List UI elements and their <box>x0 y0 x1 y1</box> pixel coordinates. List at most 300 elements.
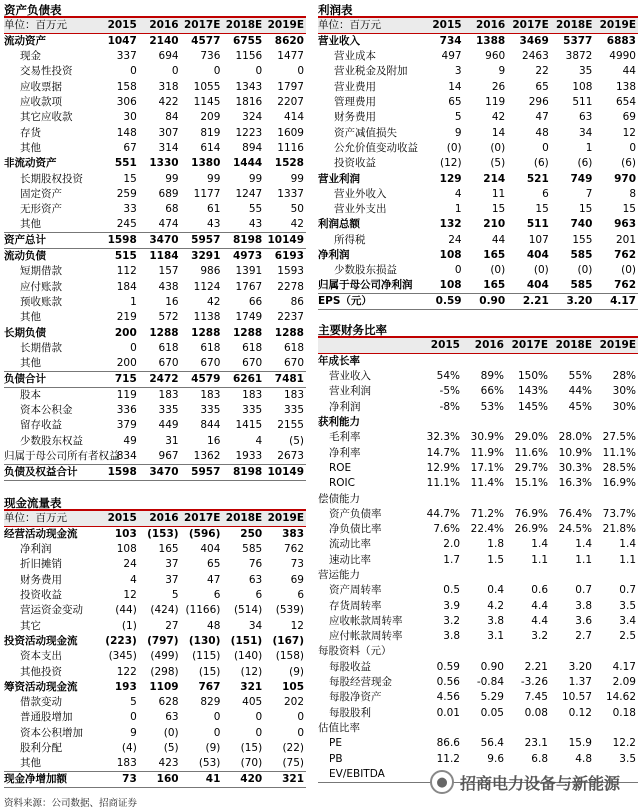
cell-value: 0 <box>629 141 636 154</box>
cell-value: 2673 <box>277 449 304 462</box>
cell-value: (44) <box>115 604 137 617</box>
cell-value: 44% <box>568 385 592 398</box>
cell-value: 55% <box>568 370 592 383</box>
cell-value: (596) <box>188 528 221 540</box>
table-row <box>318 278 638 294</box>
cell-value <box>418 415 462 430</box>
row-label: 营业外收入 <box>334 187 387 200</box>
cell-value: 4.17 <box>612 660 636 673</box>
cell-value: 1391 <box>235 265 263 278</box>
cash-flow-title: 现金流量表 <box>4 495 306 511</box>
cell-value: 12 <box>622 126 636 139</box>
cell-value <box>550 415 594 430</box>
row-label: 应收票据 <box>20 80 62 93</box>
financial-ratios-panel <box>318 322 638 783</box>
cell-value: (0) <box>621 264 636 277</box>
row-label: 营业外支出 <box>334 203 387 216</box>
cell-value: 14 <box>491 126 506 139</box>
row-label: 资产减值损失 <box>334 126 397 139</box>
table-row <box>318 400 638 415</box>
table-row <box>4 372 306 388</box>
row-label: 偿债能力 <box>318 492 360 505</box>
row-label: 营业税金及附加 <box>334 65 408 78</box>
row-label: 固定资产 <box>20 187 62 200</box>
cell-value: 0 <box>213 726 221 739</box>
cell-value: 3.5 <box>619 599 636 612</box>
cell-value: 1444 <box>232 157 263 170</box>
cell-value: 4.8 <box>575 752 592 765</box>
row-label: PE <box>329 737 342 750</box>
cell-value: 1.1 <box>575 553 592 566</box>
year-header: 2017E <box>181 511 223 527</box>
cell-value: 960 <box>485 50 506 63</box>
cell-value: 335 <box>200 404 221 417</box>
year-header: 2018E <box>551 18 595 34</box>
cell-value: 45% <box>568 400 592 413</box>
table-row <box>318 583 638 598</box>
cell-value: 1156 <box>235 50 263 63</box>
table-row <box>4 664 306 679</box>
table-row <box>318 537 638 552</box>
cell-value: 1288 <box>191 326 221 339</box>
table-row <box>318 415 638 430</box>
row-label: 其它应收款 <box>20 111 73 124</box>
cell-value: 15 <box>579 203 593 216</box>
year-header: 2018E <box>550 338 594 354</box>
cell-value: -3.26 <box>520 676 548 689</box>
table-row <box>4 741 306 756</box>
cell-value: 762 <box>614 279 636 292</box>
table-row <box>4 125 306 140</box>
cell-value: 202 <box>283 696 304 709</box>
cell-value: 148 <box>116 126 137 139</box>
cell-value: 8198 <box>222 464 264 480</box>
row-label: EV/EBITDA <box>318 767 418 783</box>
cell-value: 894 <box>242 141 263 154</box>
row-label: 流动比率 <box>329 538 371 551</box>
cell-value: 585 <box>570 249 593 261</box>
row-label: 交易性投资 <box>20 65 73 78</box>
cell-value: 1184 <box>149 250 179 263</box>
cell-value: 14 <box>448 80 462 93</box>
cell-value: (6) <box>577 157 593 170</box>
cell-value: 15.1% <box>514 477 548 490</box>
wechat-logo-icon: ● <box>430 770 454 794</box>
cell-value: 71.2% <box>470 507 504 520</box>
table-row <box>318 675 638 690</box>
cell-value: 15.9 <box>568 737 592 750</box>
cell-value: 8198 <box>222 233 264 249</box>
cell-value <box>462 354 506 370</box>
cell-value: (151) <box>230 634 263 647</box>
row-label: 其他 <box>20 311 41 324</box>
cell-value: 0.7 <box>619 584 636 597</box>
cell-value: 321 <box>240 680 263 693</box>
cell-value: 54% <box>436 370 460 383</box>
cell-value: 2278 <box>277 280 304 293</box>
income-statement-title: 利润表 <box>318 2 638 18</box>
cell-value: 963 <box>614 218 636 231</box>
year-header: 2018E <box>222 511 264 527</box>
cell-value: 1288 <box>274 326 304 339</box>
cell-value: 4.2 <box>487 599 504 612</box>
cell-value: 183 <box>158 389 179 402</box>
cell-value: 37 <box>165 573 179 586</box>
cell-value: (22) <box>282 742 304 754</box>
cell-value: 1109 <box>149 680 179 693</box>
cell-value: 0 <box>297 726 304 739</box>
row-label: 普通股增加 <box>20 711 73 724</box>
table-row <box>4 110 306 125</box>
cell-value: 1124 <box>193 280 221 293</box>
cell-value: 6 <box>255 589 263 602</box>
cell-value: 68 <box>165 203 179 216</box>
row-label: 毛利率 <box>329 431 361 444</box>
cell-value: 521 <box>526 172 549 185</box>
cell-value: 336 <box>116 404 137 417</box>
cell-value <box>550 568 594 583</box>
table-row <box>318 248 638 263</box>
year-header: 2015 <box>97 511 139 527</box>
cell-value: 2463 <box>522 50 549 63</box>
year-header: 2016 <box>139 18 181 34</box>
cell-value: (167) <box>272 634 304 647</box>
cell-value: 2.09 <box>612 676 636 689</box>
row-label: 流动资产 <box>4 35 46 47</box>
cell-value: 6883 <box>606 35 636 47</box>
cell-value: 12.9% <box>426 461 460 474</box>
cell-value: 5 <box>171 589 179 602</box>
table-row <box>4 295 306 310</box>
cell-value: -8% <box>439 400 460 413</box>
unit-label: 单位：百万元 <box>4 511 97 527</box>
table-row <box>4 434 306 449</box>
cell-value: 1415 <box>235 419 263 432</box>
cell-value: 44.7% <box>426 507 460 520</box>
cell-value: 26.9% <box>514 523 548 536</box>
row-label: 资本公积金 <box>20 404 73 417</box>
row-label: 经营活动现金流 <box>4 528 78 540</box>
cell-value: 107 <box>528 233 549 246</box>
cell-value: 0.18 <box>612 706 636 719</box>
cell-value: (345) <box>108 650 137 663</box>
table-row <box>318 141 638 156</box>
table-row <box>318 614 638 629</box>
cell-value <box>594 415 638 430</box>
cell-value: 99 <box>165 172 179 185</box>
table-row <box>4 449 306 465</box>
row-label: 资本支出 <box>20 650 62 663</box>
cell-value: 819 <box>200 126 221 139</box>
cell-value: 48 <box>535 126 549 139</box>
table-row <box>318 522 638 537</box>
balance-sheet-panel <box>4 2 306 481</box>
table-row <box>318 461 638 476</box>
header-row <box>4 18 306 34</box>
row-label: 借款变动 <box>20 696 62 709</box>
row-label: 资产总计 <box>4 233 97 249</box>
cell-value: 150% <box>517 370 548 383</box>
cell-value: 3.8 <box>575 599 592 612</box>
cell-value: 15 <box>535 203 549 216</box>
cell-value: 10.57 <box>561 691 592 704</box>
row-label: EPS（元） <box>318 294 420 310</box>
cell-value: 12 <box>123 589 137 602</box>
cell-value: 200 <box>116 357 137 370</box>
row-label: 投资收益 <box>20 589 62 602</box>
table-row <box>4 80 306 95</box>
cell-value: 6 <box>213 589 221 602</box>
row-label: 营业收入 <box>329 370 371 383</box>
cell-value: 1797 <box>277 80 304 93</box>
cell-value: 0 <box>297 711 304 724</box>
cell-value: 2.7 <box>575 630 592 643</box>
cell-value: 193 <box>114 680 137 693</box>
row-label: 短期借款 <box>20 265 62 278</box>
cell-value: 34 <box>579 126 593 139</box>
row-label: 股利分配 <box>20 742 62 754</box>
cell-value: 404 <box>200 543 221 556</box>
cell-value: 16 <box>207 434 221 447</box>
row-label: 每股股利 <box>329 706 371 719</box>
cell-value: 1145 <box>193 96 221 109</box>
cell-value: (0) <box>163 726 179 739</box>
cell-value: 670 <box>200 357 221 370</box>
cell-value: 30% <box>612 400 636 413</box>
table-row <box>318 476 638 491</box>
cell-value: 29.7% <box>514 461 548 474</box>
cell-value: 143% <box>517 385 548 398</box>
cell-value: 63 <box>579 111 593 124</box>
year-header: 2018E <box>222 18 264 34</box>
cell-value: 736 <box>200 50 221 63</box>
table-row <box>318 64 638 79</box>
table-row <box>318 217 638 232</box>
cell-value: 76.9% <box>514 507 548 520</box>
cell-value: 49 <box>123 434 137 447</box>
row-label: 其他 <box>20 357 41 370</box>
row-label: 长期股权投资 <box>20 172 83 185</box>
row-label: 应收款项 <box>20 96 62 109</box>
cell-value: (0) <box>577 264 593 277</box>
cell-value: 511 <box>572 96 593 109</box>
cell-value: 0 <box>255 65 263 78</box>
row-label: 少数股东损益 <box>334 264 397 277</box>
row-label: 留存收益 <box>20 419 62 432</box>
cell-value: 35 <box>579 65 593 78</box>
cell-value: 1177 <box>193 187 221 200</box>
table-row <box>4 264 306 279</box>
cell-value: 73 <box>97 772 139 788</box>
cell-value <box>462 568 506 583</box>
cell-value: 29.0% <box>514 431 548 444</box>
cell-value: 3.20 <box>568 660 592 673</box>
cell-value: 1343 <box>235 80 263 93</box>
cell-value: (6) <box>533 157 549 170</box>
row-label: 资产负债率 <box>329 507 382 520</box>
cell-value: (9) <box>205 742 221 754</box>
cell-value: 1749 <box>235 311 263 324</box>
row-label: 无形资产 <box>20 203 62 216</box>
cell-value: 0.05 <box>480 706 504 719</box>
cell-value: 138 <box>615 80 636 93</box>
table-row <box>318 430 638 445</box>
cell-value: 108 <box>116 543 137 556</box>
cell-value: 44 <box>491 233 506 246</box>
row-label: 资本公积增加 <box>20 726 83 739</box>
year-header: 2019E <box>264 18 306 34</box>
row-label: 利润总额 <box>318 218 360 231</box>
cell-value: 2207 <box>277 96 304 109</box>
cell-value: 1 <box>130 296 137 308</box>
table-row <box>318 644 638 659</box>
cell-value: 17.1% <box>470 461 504 474</box>
cell-value: (223) <box>105 634 137 647</box>
row-label: PB <box>329 752 343 765</box>
cell-value: 3470 <box>139 464 181 480</box>
cell-value: 165 <box>483 249 506 261</box>
cell-value: 15 <box>491 203 506 216</box>
cell-value: (1166) <box>185 604 221 617</box>
row-label: 其他 <box>20 141 41 154</box>
cell-value: 73 <box>290 558 304 571</box>
cell-value: 0 <box>297 65 304 78</box>
cell-value: (9) <box>289 665 304 678</box>
table-row <box>4 418 306 433</box>
cell-value: 5 <box>454 111 462 124</box>
row-label: 财务费用 <box>334 111 376 124</box>
cell-value: 61 <box>207 203 221 216</box>
table-row <box>318 660 638 675</box>
cell-value: 1598 <box>97 233 139 249</box>
cell-value: 16.9% <box>602 477 636 490</box>
cell-value: 7481 <box>264 372 306 388</box>
watermark-text: 招商电力设备与新能源 <box>460 773 621 793</box>
cell-value <box>418 491 462 506</box>
cell-value: 122 <box>116 665 137 678</box>
cell-value: 9 <box>130 726 137 739</box>
table-row <box>4 280 306 295</box>
row-label: 速动比率 <box>329 553 371 566</box>
cell-value: 970 <box>614 172 636 185</box>
cell-value: 183 <box>283 389 304 402</box>
financial-ratios-table <box>318 338 638 783</box>
table-row <box>318 171 638 186</box>
cell-value: 694 <box>158 50 179 63</box>
table-row <box>4 141 306 156</box>
cell-value: 3.4 <box>619 614 636 627</box>
cell-value: 214 <box>483 172 506 185</box>
cell-value: 30.3% <box>558 461 592 474</box>
cell-value: 551 <box>114 157 137 170</box>
cell-value: 30 <box>123 111 137 124</box>
cell-value: 4579 <box>181 372 223 388</box>
unit-label <box>318 338 418 354</box>
cell-value: 23.1 <box>524 737 548 750</box>
cell-value: 132 <box>439 218 462 231</box>
cell-value: 0.59 <box>420 294 464 310</box>
cell-value: 967 <box>158 449 179 462</box>
row-label: 其他 <box>20 757 41 770</box>
cell-value: 1223 <box>235 126 263 139</box>
table-row <box>318 233 638 248</box>
table-row <box>4 772 306 788</box>
cell-value: 2.0 <box>443 538 460 551</box>
cell-value: 0 <box>213 711 221 724</box>
table-row <box>4 464 306 480</box>
cell-value: 9 <box>498 65 506 78</box>
cell-value: 614 <box>200 141 221 154</box>
cell-value: 14.62 <box>605 691 636 704</box>
table-row <box>318 598 638 613</box>
cell-value: 1288 <box>149 326 179 339</box>
row-label: 营业利润 <box>329 385 371 398</box>
cell-value: (15) <box>198 665 221 678</box>
table-row <box>318 354 638 370</box>
cell-value: 0 <box>542 141 549 154</box>
cell-value: (153) <box>147 528 179 540</box>
year-header: 2015 <box>418 338 462 354</box>
cell-value: 32.3% <box>426 431 460 444</box>
cell-value: 22 <box>535 65 549 78</box>
table-row <box>4 95 306 110</box>
cell-value <box>550 721 594 736</box>
cell-value <box>550 644 594 659</box>
cell-value: 1767 <box>235 280 263 293</box>
cell-value: 28.5% <box>602 461 636 474</box>
cell-value: 43 <box>207 218 221 231</box>
cell-value: 86.6 <box>436 737 460 750</box>
cell-value: 383 <box>282 528 304 540</box>
cell-value: 0.56 <box>436 676 460 689</box>
cell-value: 7 <box>585 187 593 200</box>
table-row <box>318 263 638 278</box>
row-label: 营运能力 <box>318 569 360 581</box>
cell-value: 1388 <box>475 35 506 47</box>
cell-value: 26 <box>491 80 506 93</box>
cell-value: 0 <box>130 341 137 354</box>
cell-value: 670 <box>283 357 304 370</box>
cell-value: 1.8 <box>487 538 504 551</box>
cell-value: 689 <box>158 187 179 200</box>
cell-value: 5957 <box>181 464 223 480</box>
row-label: 营业费用 <box>334 80 376 93</box>
cell-value <box>594 644 638 659</box>
cell-value: 0 <box>130 711 137 724</box>
cell-value: 99 <box>248 172 263 185</box>
row-label: 投资活动现金流 <box>4 634 78 647</box>
source-note: 资料来源：公司数据、招商证券 <box>4 798 138 809</box>
table-row <box>4 310 306 325</box>
cell-value: 11.9% <box>470 446 504 459</box>
cell-value: 1330 <box>149 157 179 170</box>
cell-value: 30% <box>612 385 636 398</box>
cell-value: 76 <box>248 558 263 571</box>
table-row <box>4 649 306 664</box>
cell-value: 10149 <box>264 464 306 480</box>
cell-value: 321 <box>264 772 306 788</box>
cell-value: 4.17 <box>594 294 638 310</box>
cell-value: 8620 <box>274 35 304 47</box>
balance-sheet-table <box>4 18 306 481</box>
cell-value: 16.3% <box>558 477 592 490</box>
cell-value: 183 <box>116 757 137 770</box>
unit-label: 单位：百万元 <box>4 18 97 34</box>
cell-value: -0.84 <box>476 676 504 689</box>
cell-value: 108 <box>572 80 593 93</box>
cell-value: 69 <box>622 111 636 124</box>
cell-value: (53) <box>198 757 221 770</box>
